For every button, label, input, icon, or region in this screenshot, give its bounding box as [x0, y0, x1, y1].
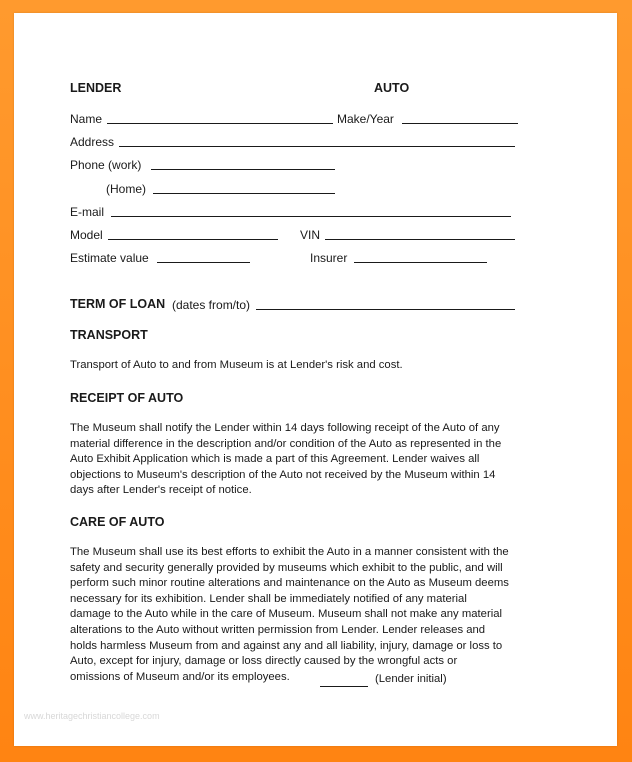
email-label: E-mail — [70, 205, 105, 219]
term-of-loan-heading: TERM OF LOAN — [70, 297, 166, 311]
term-of-loan-field[interactable] — [256, 309, 515, 310]
estimate-value-label: Estimate value — [70, 251, 149, 265]
vin-label: VIN — [300, 228, 321, 242]
phone-work-field[interactable] — [151, 169, 335, 170]
lender-heading: LENDER — [70, 81, 122, 95]
model-field[interactable] — [108, 239, 278, 240]
phone-home-label: (Home) — [106, 182, 147, 196]
name-label: Name — [70, 112, 103, 126]
transport-heading: TRANSPORT — [70, 328, 148, 342]
transport-text: Transport of Auto to and from Museum is at Lender's risk and cost. — [70, 359, 403, 371]
care-heading: CARE OF AUTO — [70, 515, 165, 529]
make-year-label: Make/Year — [337, 112, 394, 126]
estimate-value-field[interactable] — [157, 262, 250, 263]
phone-work-label: Phone (work) — [70, 158, 142, 172]
receipt-heading: RECEIPT OF AUTO — [70, 391, 184, 405]
watermark: www.heritagechristiancollege.com — [24, 711, 160, 721]
insurer-label: Insurer — [310, 251, 348, 265]
care-text: The Museum shall use its best efforts to exhibit the Auto in a manner consistent with the safety and security generally provided by museums which exhibit to the public, and will perform such minor routine alterations and maintenance on the Auto as Museum deems necessary for its exhibition. Lender shall be immediately notified of any material damage to the Auto while in the care of Museum. Museum shall not make any material alterations to the Auto without written permission from Lender. Lender releases and holds harmless Museum from and against any and all liability, injury, damage or loss to Auto, except for injury, damage or loss directly caused by the wrongful acts or omissions of Museum and/or its employees. — [70, 546, 509, 683]
receipt-text: The Museum shall notify the Lender within 14 days following receipt of the Auto of any material difference in the description and/or condition of the Auto as represented in the Auto Exhibit Application which is made a part of this Agreement. Lender waives all objections to Museum's description of the Auto not received by the Museum within 14 days after Lender's receipt of notice. — [70, 422, 502, 497]
address-label: Address — [70, 135, 115, 149]
lender-initial-label: (Lender initial) — [375, 673, 447, 685]
email-field[interactable] — [111, 216, 511, 217]
lender-initial-field[interactable] — [320, 686, 368, 687]
phone-home-field[interactable] — [153, 193, 335, 194]
insurer-field[interactable] — [354, 262, 487, 263]
model-label: Model — [70, 228, 103, 242]
auto-heading: AUTO — [374, 81, 410, 95]
document-page — [14, 13, 617, 746]
vin-field[interactable] — [325, 239, 515, 240]
address-field[interactable] — [119, 146, 515, 147]
term-of-loan-dates-label: (dates from/to) — [172, 298, 251, 312]
name-field[interactable] — [107, 123, 333, 124]
make-year-field[interactable] — [402, 123, 518, 124]
